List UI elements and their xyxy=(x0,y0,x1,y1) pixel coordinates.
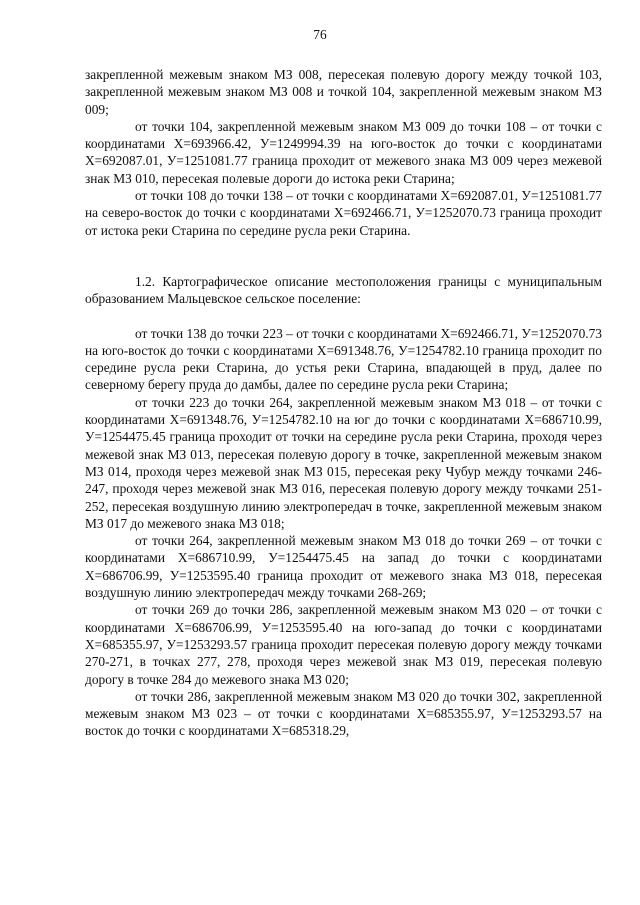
paragraph-point-108-138: от точки 108 до точки 138 – от точки с координатами Х=692087.01, У=1251081.77 на северо-восток до точки с координатами Х=692466.71, У=1252070.73 граница проходит от истока реки Старина по середине русла реки Старина. xyxy=(85,188,602,238)
paragraph-continuation: закрепленной межевым знаком МЗ 008, пересекая полевую дорогу между точкой 103, закрепленной межевым знаком МЗ 008 и точкой 104, закрепленной межевым знаком МЗ 009; xyxy=(85,67,602,117)
paragraph-point-138-223: от точки 138 до точки 223 – от точки с координатами Х=692466.71, У=1252070.73 на юго-восток до точки с координатами Х=691348.76, У=1254782.10 граница проходит по середине русла реки Старина, до устья реки Старина, впадающей в пруд, далее по северному берегу пруда до дамбы, далее по середине русла реки Старина; xyxy=(85,325,602,393)
section-heading-1-2: 1.2. Картографическое описание местоположения границы с муниципальным образованием Мальцевское сельское поселение: xyxy=(85,273,602,307)
spacer xyxy=(85,239,602,256)
document-body xyxy=(85,66,602,740)
spacer xyxy=(85,308,602,325)
page-number: 76 xyxy=(313,27,327,42)
paragraph-point-264-269: от точки 264, закрепленной межевым знаком МЗ 018 до точки 269 – от точки с координатами Х=686710.99, У=1254475.45 на запад до точки с координатами Х=686706.99, У=1253595.40 граница проходит от межевого знака МЗ 018, пересекая воздушную линию электропередач между точками 268-269; xyxy=(85,533,602,601)
paragraph-point-286-302: от точки 286, закрепленной межевым знаком МЗ 020 до точки 302, закрепленной межевым знаком МЗ 023 – от точки с координатами Х=685355.97, У=1253293.57 на восток до точки с координатами Х=685318.29, xyxy=(85,688,602,739)
paragraph-point-223-264: от точки 223 до точки 264, закрепленной межевым знаком МЗ 018 – от точки с координатами Х=691348.76, У=1254782.10 на юг до точки с координатами Х=686710.99, У=1254475.45 граница проходит от точки на середине русла реки Старина, проходя через межевой знак МЗ 013, пересекая полевую дорогу в точке, закрепленной межевым знаком МЗ 014, проходя через межевой знак МЗ 015, пересекая реку Чубур между точками 246-247, проходя через межевой знак МЗ 016, пересекая полевую дорогу между точками 251-252, пересекая воздушную линию электропередач в точке, закрепленной межевым знаком МЗ 017 до межевого знака МЗ 018; xyxy=(85,394,602,531)
paragraph-point-269-286: от точки 269 до точки 286, закрепленной межевым знаком МЗ 020 – от точки с координатами Х=686706.99, У=1253595.40 на юго-запад до точки с координатами Х=685355.97, У=1253293.57 граница проходит пересекая полевую дорогу между точками 270-271, в точках 277, 278, проходя через межевой знак МЗ 019, пересекая полевую дорогу в точке 284 до межевого знака МЗ 020; xyxy=(85,602,602,687)
paragraph-point-104-108: от точки 104, закрепленной межевым знаком МЗ 009 до точки 108 – от точки с координатами Х=693966.42, У=1249994.39 на юго-восток до точки с координатами Х=692087.01, У=1251081.77 граница проходит от межевого знака МЗ 009 через межевой знак МЗ 010, пересекая полевые дороги до истока реки Старина; xyxy=(85,118,602,186)
